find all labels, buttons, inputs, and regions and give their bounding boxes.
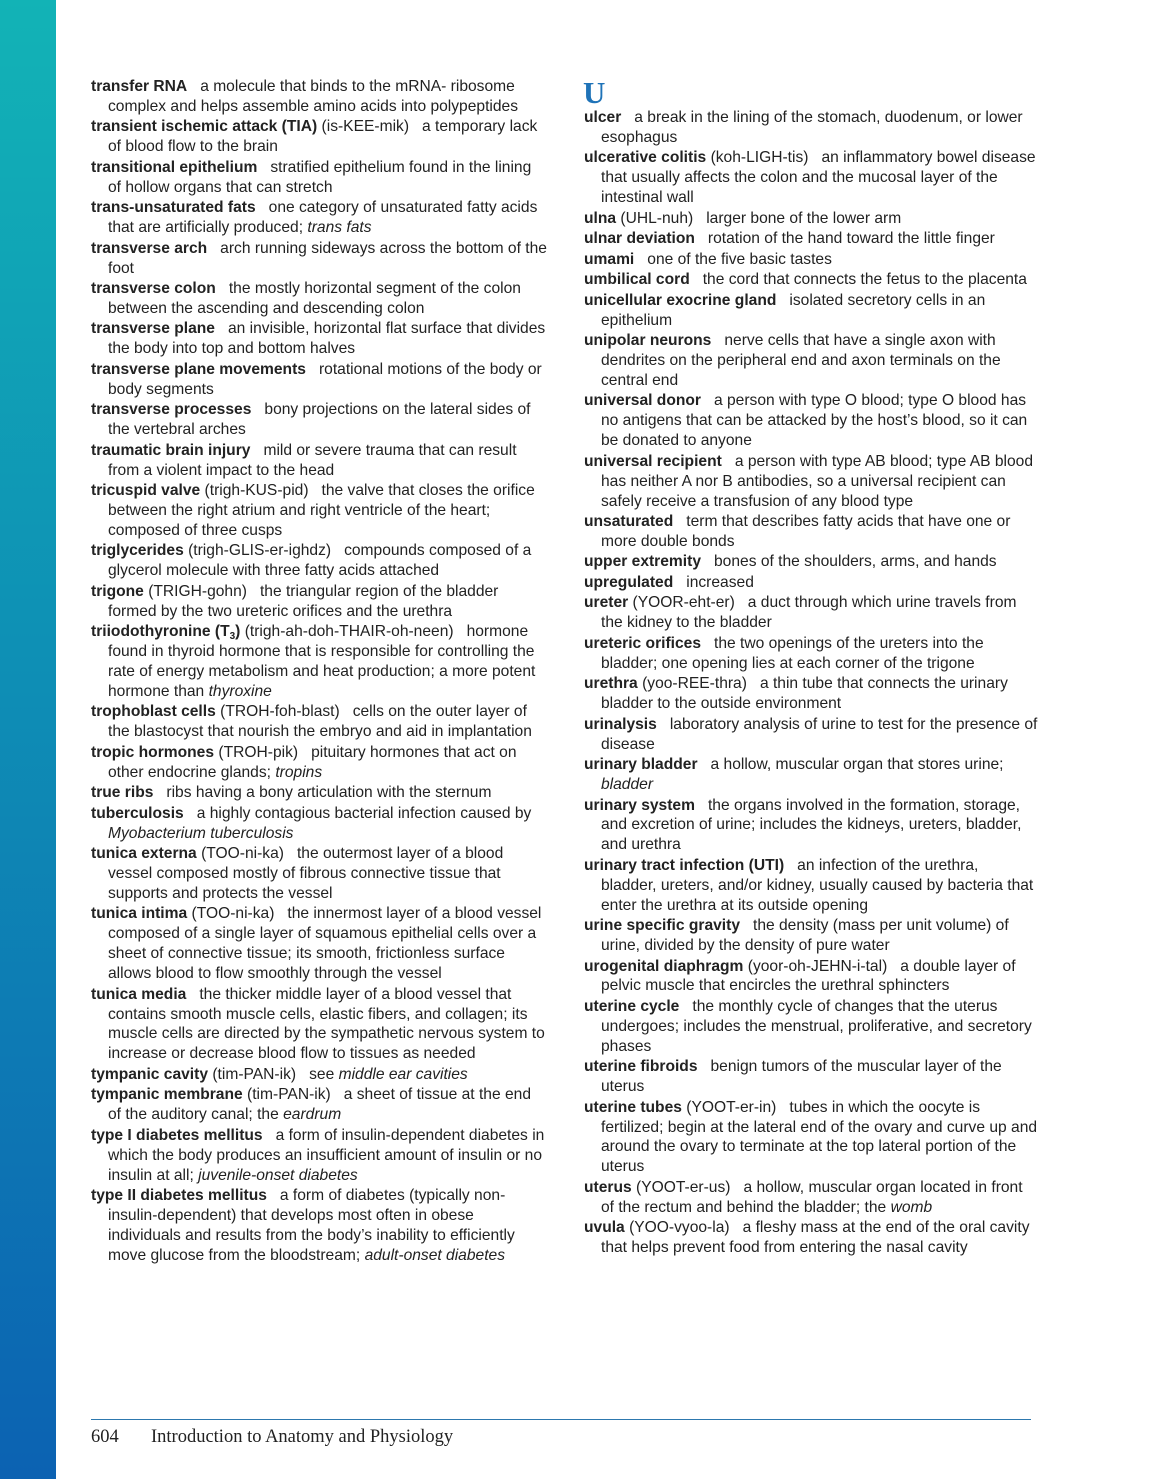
glossary-entry <box>584 229 1038 249</box>
entry-term: tricuspid valve <box>91 482 201 500</box>
entry-definition: the organs involved in the formation, storage, and excretion of urine; includes the kidneys, ureters, bladder, and urethra <box>601 796 1022 854</box>
entry-definition: the thicker middle layer of a blood vessel that contains smooth muscle cells, elastic fibers, and collagen; its muscle cells are directed by the sympathetic nervous system to increase or decrease blood flow to tissues as needed <box>108 985 545 1063</box>
glossary-entry <box>584 512 1038 552</box>
entry-term: ulna <box>584 209 617 227</box>
glossary-entry <box>91 1186 547 1266</box>
glossary-entry <box>584 1178 1038 1218</box>
entry-term: transverse plane movements <box>91 360 306 378</box>
entry-term: tunica externa <box>91 845 197 863</box>
entry-pronunciation: (yoo-REE-thra) <box>642 675 747 693</box>
entry-pronunciation: (trigh-ah-doh-THAIR-oh-neen) <box>244 623 454 641</box>
entry-term: trans-unsaturated fats <box>91 199 256 217</box>
entry-definition: a molecule that binds to the mRNA- ribosome complex and helps assemble amino acids into polypeptides <box>108 78 519 115</box>
entry-definition: compounds composed of a glycerol molecule with three fatty acids attached <box>108 542 532 580</box>
entry-pronunciation: (tim-PAN-ik) <box>247 1086 331 1104</box>
entry-definition: an infection of the urethra, bladder, ureters, and/or kidney, usually caused by bacteria that enter the urethra at its outside opening <box>601 856 1034 914</box>
entry-definition: an invisible, horizontal flat surface that divides the body into top and bottom halves <box>108 320 546 358</box>
glossary-column-right <box>584 77 1038 1259</box>
glossary-entry <box>584 593 1038 633</box>
entry-alt-term: adult-onset diabetes <box>364 1246 506 1264</box>
entry-definition: a person with type O blood; type O blood has no antigens that can be attacked by the host’s blood, so it can be donated to anyone <box>601 392 1028 450</box>
glossary-entry <box>584 634 1038 674</box>
entry-definition: arch running sideways across the bottom of the foot <box>108 239 547 277</box>
entry-term: ulcer <box>584 109 622 126</box>
entry-definition: pituitary hormones that act on other endocrine glands; <box>108 743 517 781</box>
glossary-column-left <box>91 77 547 1266</box>
entry-term: tropic hormones <box>91 743 215 761</box>
glossary-entry <box>584 552 1038 572</box>
glossary-entry <box>91 985 547 1065</box>
glossary-entry <box>584 250 1038 270</box>
entry-definition: the density (mass per unit volume) of urine, divided by the density of pure water <box>601 917 1009 955</box>
entry-term: upregulated <box>584 573 674 591</box>
entry-alt-term: womb <box>890 1198 933 1216</box>
glossary-entry <box>584 957 1038 997</box>
entry-alt-term: eardrum <box>283 1106 342 1124</box>
entry-definition: larger bone of the lower arm <box>706 209 902 227</box>
entry-definition: hormone found in thyroid hormone that is responsible for controlling the rate of energy metabolism and heat production; a more potent hormone than <box>108 623 536 700</box>
entry-term: tuberculosis <box>91 804 184 822</box>
entry-term: urogenital diaphragm <box>584 957 744 975</box>
entry-term: urine specific gravity <box>584 917 740 935</box>
entry-alt-term: Myobacterium tuberculosis <box>108 824 294 842</box>
entry-definition: benign tumors of the muscular layer of the uterus <box>601 1058 1002 1096</box>
entry-term: triiodothyronine (T <box>91 623 230 641</box>
glossary-entry <box>91 743 547 783</box>
entry-definition: increased <box>686 573 754 591</box>
entry-term: triglycerides <box>91 542 184 560</box>
entry-definition: bones of the shoulders, arms, and hands <box>714 553 997 571</box>
glossary-entry <box>584 715 1038 755</box>
glossary-entry <box>91 844 547 904</box>
entry-definition: cells on the outer layer of the blastocyst that nourish the embryo and aid in implantation <box>108 703 532 741</box>
entry-definition: the outermost layer of a blood vessel composed mostly of fibrous connective tissue that supports and protects the vessel <box>108 845 504 902</box>
entry-definition: a form of diabetes (typically non-insulin-dependent) that develops most often in obese individuals and results from the body’s inability to efficiently move glucose from the bloodstream; <box>108 1187 515 1264</box>
entry-term: urinalysis <box>584 715 657 733</box>
entry-pronunciation: (TOO-ni-ka) <box>191 905 275 923</box>
entry-pronunciation: (trigh-GLIS-er-ighdz) <box>188 542 332 560</box>
entry-definition: see <box>309 1065 335 1083</box>
entry-term: urinary system <box>584 796 695 814</box>
entry-definition: nerve cells that have a single axon with dendrites on the peripheral end and axon terminals on the central end <box>601 332 1001 389</box>
entry-definition: stratified epithelium found in the lining of hollow organs that can stretch <box>108 158 532 196</box>
entry-definition: the cord that connects the fetus to the placenta <box>702 271 1027 289</box>
entry-term: ulcerative colitis <box>584 149 707 167</box>
glossary-entry <box>91 319 547 359</box>
entry-term: uterus <box>584 1178 632 1196</box>
glossary-entry <box>91 1065 547 1085</box>
entry-term: unicellular exocrine gland <box>584 291 777 309</box>
glossary-entry <box>91 1085 547 1125</box>
entry-definition: isolated secretory cells in an epithelium <box>601 291 986 329</box>
page-footer <box>91 1427 453 1448</box>
glossary-entry <box>584 755 1038 795</box>
entry-definition: bony projections on the lateral sides of the vertebral arches <box>108 401 531 439</box>
entry-term: urinary bladder <box>584 756 698 774</box>
entry-alt-term: juvenile-onset diabetes <box>198 1166 358 1184</box>
entry-definition: a break in the lining of the stomach, duodenum, or lower esophagus <box>601 109 1023 146</box>
entry-definition: a hollow, muscular organ that stores urine; <box>710 756 1004 774</box>
entry-alt-term: thyroxine <box>208 682 272 700</box>
entry-pronunciation: (TRIGH-gohn) <box>148 582 247 600</box>
entry-definition: laboratory analysis of urine to test for the presence of disease <box>601 715 1038 753</box>
glossary-entry <box>584 997 1038 1057</box>
entry-definition: ribs having a bony articulation with the sternum <box>166 784 492 802</box>
glossary-entry <box>584 916 1038 956</box>
glossary-entry <box>91 360 547 400</box>
glossary-entry <box>584 148 1038 208</box>
glossary-entry <box>584 209 1038 229</box>
entry-term: umami <box>584 250 635 268</box>
entry-pronunciation: (is-KEE-mik) <box>321 118 410 136</box>
glossary-entry <box>91 622 547 702</box>
entry-definition: a form of insulin-dependent diabetes in which the body produces an insufficient amount of insulin or no insulin at all; <box>108 1126 545 1184</box>
glossary-entry <box>91 400 547 440</box>
entry-term: uterine tubes <box>584 1098 682 1116</box>
entry-term: trigone <box>91 582 144 600</box>
glossary-entries-right <box>584 108 1038 1258</box>
entry-term: tympanic membrane <box>91 1086 243 1104</box>
entry-term: transverse processes <box>91 401 252 419</box>
entry-term: unipolar neurons <box>584 332 712 350</box>
entry-term: ulnar deviation <box>584 230 695 248</box>
page-number: 604 <box>91 1427 119 1447</box>
entry-term: transverse colon <box>91 280 216 298</box>
entry-definition: the monthly cycle of changes that the uterus undergoes; includes the menstrual, proliferative, and secretory phases <box>601 997 1032 1055</box>
glossary-entry <box>584 796 1038 856</box>
glossary-entry <box>91 582 547 622</box>
glossary-entry <box>584 856 1038 916</box>
entry-pronunciation: (TROH-foh-blast) <box>220 703 340 721</box>
glossary-entry <box>91 117 547 157</box>
entry-term: ureter <box>584 594 629 612</box>
entry-definition: the two openings of the ureters into the bladder; one opening lies at each corner of the trigone <box>601 634 984 672</box>
entry-definition: a sheet of tissue at the end of the auditory canal; the <box>108 1086 532 1124</box>
glossary-entry <box>584 573 1038 593</box>
entry-alt-term: tropins <box>275 763 323 781</box>
glossary-entry <box>584 674 1038 714</box>
entry-definition: one of the five basic tastes <box>647 250 832 268</box>
entry-term: upper extremity <box>584 553 701 571</box>
entry-term: transfer RNA <box>91 78 188 95</box>
entry-pronunciation: (TROH-pik) <box>218 743 299 761</box>
entry-pronunciation: (yoor-oh-JEHN-i-tal) <box>747 957 888 975</box>
entry-definition: a duct through which urine travels from the kidney to the bladder <box>601 594 1017 632</box>
entry-term: transverse plane <box>91 320 215 338</box>
entry-definition: rotational motions of the body or body segments <box>108 360 542 398</box>
entry-pronunciation: (TOO-ni-ka) <box>201 845 284 863</box>
entry-alt-term: middle ear cavities <box>338 1065 468 1083</box>
entry-term: uterine fibroids <box>584 1058 698 1076</box>
glossary-entry <box>91 158 547 198</box>
glossary-entry <box>91 783 547 803</box>
entry-term: tunica intima <box>91 905 188 923</box>
entry-term: tunica media <box>91 985 187 1003</box>
entry-definition: a hollow, muscular organ located in front of the rectum and behind the bladder; the <box>601 1178 1023 1216</box>
entry-pronunciation: (trigh-KUS-pid) <box>204 482 309 500</box>
glossary-entry <box>91 804 547 844</box>
entry-definition: a fleshy mass at the end of the oral cavity that helps prevent food from entering the nasal cavity <box>601 1219 1030 1257</box>
entry-pronunciation: (koh-LIGH-tis) <box>710 149 809 167</box>
glossary-entry <box>91 702 547 742</box>
entry-definition: a thin tube that connects the urinary bladder to the outside environment <box>601 675 1008 713</box>
entry-term: unsaturated <box>584 513 674 531</box>
entry-term: umbilical cord <box>584 271 690 289</box>
entry-definition: a highly contagious bacterial infection caused by <box>196 804 532 822</box>
entry-alt-term: bladder <box>601 776 654 793</box>
book-title: Introduction to Anatomy and Physiology <box>151 1427 454 1447</box>
entry-definition: the mostly horizontal segment of the colon between the ascending and descending colon <box>108 280 521 317</box>
entry-pronunciation: (UHL-nuh) <box>620 209 694 227</box>
entry-definition: an inflammatory bowel disease that usually affects the colon and the mucosal layer of the intestinal wall <box>601 149 1036 207</box>
glossary-entry <box>91 541 547 581</box>
side-color-bar <box>0 0 56 1479</box>
entry-term: type I diabetes mellitus <box>91 1126 263 1144</box>
glossary-entry <box>584 1098 1038 1178</box>
entry-term: uvula <box>584 1219 625 1237</box>
entry-term-subscript: 3 <box>229 631 236 643</box>
glossary-entry <box>584 291 1038 331</box>
entry-term: true ribs <box>91 784 154 802</box>
entry-definition: the innermost layer of a blood vessel composed of a single layer of squamous epithelial cells over a sheet of connective tissue; its smooth, frictionless surface allows blood to flow smoothly through the vessel <box>108 905 542 983</box>
glossary-entry <box>584 452 1038 512</box>
entry-definition: the triangular region of the bladder formed by the two ureteric orifices and the urethra <box>108 582 499 620</box>
glossary-entry <box>91 441 547 481</box>
entry-term: universal donor <box>584 392 701 410</box>
entry-definition: term that describes fatty acids that have one or more double bonds <box>601 513 1011 550</box>
entry-pronunciation: (YOO-vyoo-la) <box>629 1219 730 1237</box>
entry-alt-term: trans fats <box>307 219 372 237</box>
entry-term: uterine cycle <box>584 997 680 1015</box>
entry-term: ureteric orifices <box>584 634 702 652</box>
entry-term: traumatic brain injury <box>91 441 251 459</box>
entry-term: transitional epithelium <box>91 158 258 176</box>
entry-definition: rotation of the hand toward the little finger <box>707 230 995 248</box>
entry-definition: mild or severe trauma that can result from a violent impact to the head <box>108 441 517 479</box>
glossary-entry <box>584 108 1038 148</box>
glossary-entry <box>584 1218 1038 1258</box>
section-letter: U <box>583 75 606 110</box>
entry-definition: a person with type AB blood; type AB blood has neither A nor B antibodies, so a universal recipient can safely receive a transfusion of any blood type <box>601 452 1034 510</box>
entry-term: transient ischemic attack (TIA) <box>91 118 318 136</box>
glossary-entry <box>91 1126 547 1186</box>
entry-term: type II diabetes mellitus <box>91 1187 267 1205</box>
entry-pronunciation: (tim-PAN-ik) <box>212 1065 297 1083</box>
entry-pronunciation: (YOOR-eht-er) <box>632 594 735 612</box>
glossary-entry <box>91 481 547 541</box>
entry-term: urethra <box>584 675 638 693</box>
entry-definition: the valve that closes the orifice between the right atrium and right ventricle of the heart; composed of three cusps <box>108 482 535 539</box>
entry-definition: a double layer of pelvic muscle that encircles the urethral sphincters <box>601 957 1016 995</box>
glossary-entry <box>584 391 1038 451</box>
glossary-entry <box>91 904 547 984</box>
entry-pronunciation: (YOOT-er-us) <box>636 1178 731 1196</box>
entry-definition: a temporary lack of blood flow to the brain <box>108 118 538 156</box>
entry-term: trophoblast cells <box>91 703 216 721</box>
entry-definition: one category of unsaturated fatty acids that are artificially produced; <box>108 199 538 237</box>
entry-pronunciation: (YOOT-er-in) <box>686 1098 777 1116</box>
glossary-entry <box>91 198 547 238</box>
entry-term: transverse arch <box>91 239 208 257</box>
glossary-entry <box>91 239 547 279</box>
entry-definition: tubes in which the oocyte is fertilized; begin at the lateral end of the ovary and curve up and around the ovary to terminate at the top lateral portion of the uterus <box>601 1098 1038 1176</box>
glossary-entry <box>584 270 1038 290</box>
glossary-entry <box>584 1057 1038 1097</box>
entry-term: tympanic cavity <box>91 1065 209 1083</box>
glossary-entry <box>91 77 547 117</box>
entry-term: universal recipient <box>584 452 722 470</box>
glossary-entry <box>584 331 1038 391</box>
entry-term-end: ) <box>235 623 241 641</box>
glossary-entry <box>91 279 547 319</box>
entry-term: urinary tract infection (UTI) <box>584 856 785 874</box>
footer-rule <box>91 1419 1031 1420</box>
